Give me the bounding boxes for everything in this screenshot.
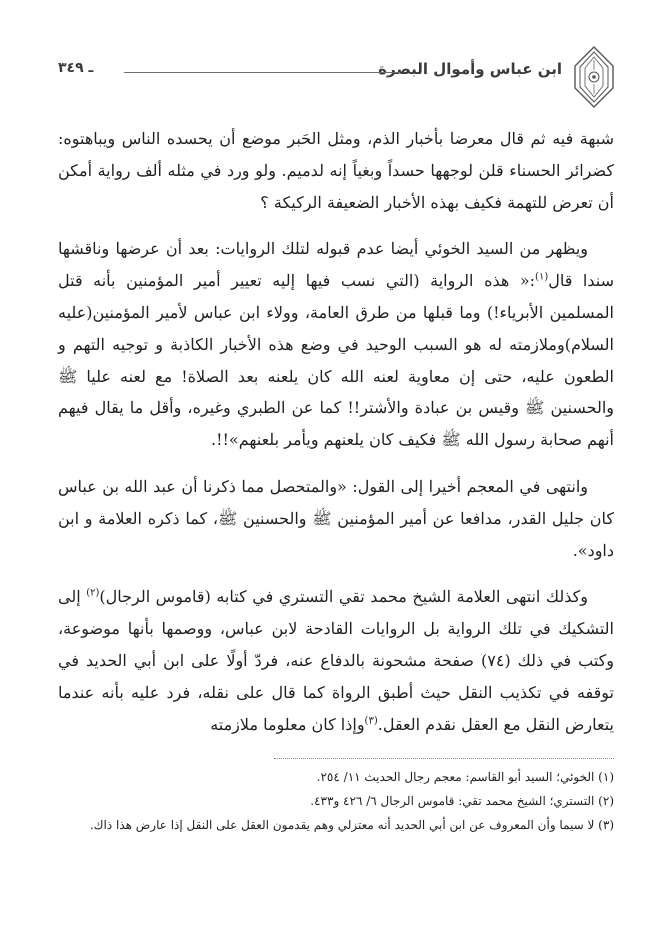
header-rule (124, 72, 400, 73)
paragraph-1: شبهة فيه ثم قال معرضا بأخبار الذم، ومثل الحَبر موضع أن يحسده الناس ويباهتوه: كضرائر الحسناء قلن لوجهها حسداً وبغياً إنه لدميم. ولو ورد في مثله ألف رواية أمكن أن تعرض للتهمة فكيف بهذه الأخبار الضعيفة الركيكة ؟ (58, 129, 614, 212)
footnote-2: (٢) التستري؛ الشيخ محمد تقي: قاموس الرجال ٦/ ٤٢٦ و٤٣٣. (310, 794, 614, 808)
paragraph-4 (58, 581, 614, 740)
ornament-icon (574, 46, 614, 108)
footnotes (60, 765, 614, 837)
footnote-separator (274, 758, 614, 759)
footnote-1: (١) الخوئي؛ السيد أبو القاسم: معجم رجال الحديث ١١/ ٢٥٤. (316, 770, 614, 784)
paragraph-2-quote: :« هذه الرواية (التي نسب فيها إليه تعيير أمير المؤمنين بأنه قتل المسلمين الأبرياء!) وما قبلها من طرق العامة، وولاء ابن عباس لأمير المؤمنين(عليه السلام)وملازمته له هو السبب الوحيد في وضع هذه الأخبار الكاذبة و توجيه التهم و الطعون عليه، حتى إن معاوية لعنه الله كان يلعنه بعد الصلاة! مع لعنه عليا ﷺ والحسنين ﷺ وقيس بن عبادة والأشتر!! كما عن الطبري وغيره، وأقل ما يقال فيهم أنهم صحابة رسول الله ﷺ فكيف كان يلعنهم ويأمر بلعنهم»!!. (58, 271, 614, 450)
paragraph-4-end: وإذا كان معلوما ملازمته (210, 714, 365, 734)
paragraph-2-start: ويظهر من السيد الخوئي أيضا عدم قبوله لتلك الروايات: بعد أن عرضها وناقشها سندا قال (58, 239, 615, 291)
running-header (58, 46, 614, 108)
paragraph-4-middle: إلى التشكيك في تلك الرواية بل الروايات القادحة لابن عباس، ووصمها بأنها موضوعة، وكتب في ذلك (٧٤) صفحة مشحونة بالدفاع عنه، فردّ أولًا على ابن أبي الحديد في توقفه في تكذيب النقل حيث أطبق الرواة كما قال على نقله، فرد عليه بأنه عندما يتعارض النقل مع العقل نقدم العقل. (58, 587, 615, 734)
page-title: ابن عباس وأموال البصرة (378, 60, 562, 78)
body-text (58, 123, 614, 740)
paragraph-3: وانتهى في المعجم أخيرا إلى القول: «والمتحصل مما ذكرنا أن عبد الله بن عباس كان جليل القدر، مدافعا عن أمير المؤمنين ﷺ والحسنين ﷺ، كما ذكره العلامة و ابن داود». (58, 476, 614, 560)
paragraph-4-start: وكذلك انتهى العلامة الشيخ محمد تقي التستري في كتابه (قاموس الرجال) (99, 587, 588, 607)
footnote-ref-2: (٢) (86, 588, 100, 600)
page-number: ـ ٣٤٩ (58, 60, 94, 76)
paragraph-2 (58, 233, 614, 456)
footnote-3: (٣) لا سيما وأن المعروف عن ابن أبي الحديد أنه معتزلي وهم يقدمون العقل على النقل إذا عارض هذا ذاك. (89, 818, 614, 832)
footnote-ref-3: (٣) (364, 715, 378, 727)
footnote-ref-1: (١) (535, 271, 549, 283)
